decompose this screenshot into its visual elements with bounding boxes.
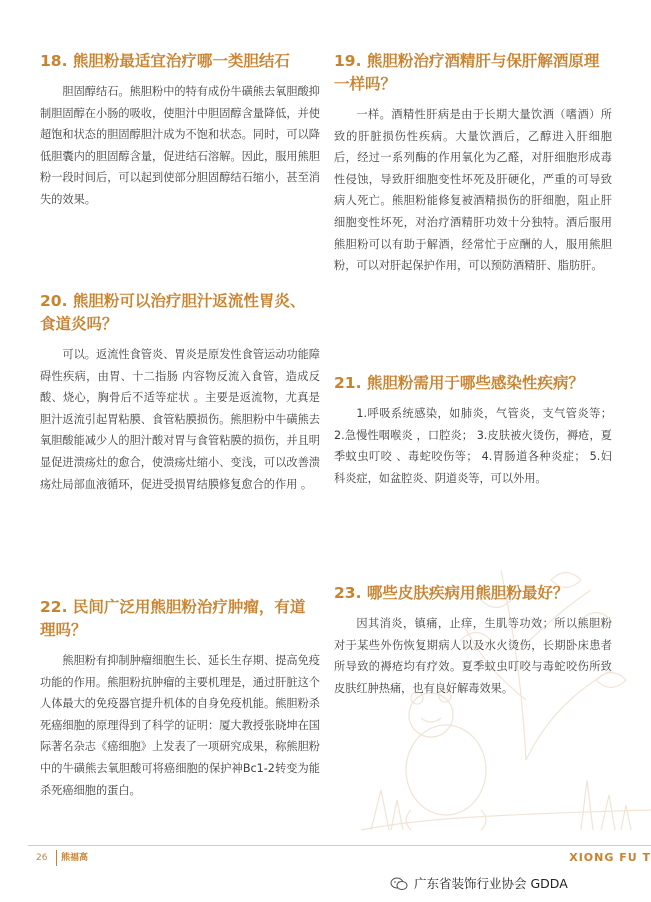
- section-q19: [334, 50, 612, 277]
- q22-title: 22. 民间广泛用熊胆粉治疗肿瘤，有道理吗？: [40, 598, 306, 639]
- watermark-text: 广东省装饰行业协会 GDDA: [414, 876, 568, 891]
- brand-english-name: XIONG FU T: [569, 851, 651, 864]
- q23-title: 23. 哪些皮肤疾病用熊胆粉最好？: [334, 584, 569, 602]
- brand-logo: 熊福高: [56, 850, 103, 866]
- wechat-icon: [390, 876, 408, 890]
- bear-illustration: [351, 530, 651, 860]
- page-footer: [0, 845, 651, 871]
- page-number: 26: [36, 853, 48, 863]
- q20-title: 20. 熊胆粉可以治疗胆汁返流性胃炎、食道炎吗？: [40, 292, 306, 333]
- section-q18: [40, 50, 320, 211]
- footer-divider: [28, 845, 651, 846]
- q21-body: 1.呼吸系统感染，如肺炎，气管炎，支气管炎等； 2.急慢性咽喉炎 ，口腔炎； 3.皮肤被火烫伤，褥疮，夏季蚊虫叮咬 、毒蛇咬伤等； 4.胃肠道各种炎症； 5.妇科炎症，如盆腔炎、阴道炎等，可以外用。: [334, 407, 612, 485]
- q18-title: 18. 熊胆粉最适宜治疗哪一类胆结石: [40, 52, 290, 70]
- section-q22: [40, 596, 320, 801]
- q18-body: 胆固醇结石。熊胆粉中的特有成份牛磺熊去氧胆酸抑制胆固醇在小肠的吸收，使胆汁中胆固醇含量降低，并使超饱和状态的胆固醇胆汁成为不饱和状态。同时，可以降低胆囊内的胆固醇含量，促进结石溶解。因此，服用熊胆粉一段时间后，可以起到使部分胆固醇结石缩小，甚至消失的效果。: [40, 85, 320, 206]
- q21-title: 21. 熊胆粉需用于哪些感染性疾病？: [334, 374, 584, 392]
- section-q21: [334, 372, 612, 489]
- q19-title: 19. 熊胆粉治疗酒精肝与保肝解酒原理一样吗？: [334, 52, 600, 93]
- q19-body: 一样。酒精性肝病是由于长期大量饮酒（嗜酒）所致的肝脏损伤性疾病。大量饮酒后，乙醇进入肝细胞后，经过一系列酶的作用氧化为乙醛，对肝细胞形成毒性侵蚀，导致肝细胞变性坏死及肝硬化，严重的可导致病人死亡。熊胆粉能修复被酒精损伤的肝细胞，阻止肝细胞变性坏死，对治疗酒精肝功效十分独特。酒后服用熊胆粉可以有助于解酒，经常忙于应酬的人，服用熊胆粉，可以对肝起保护作用，可以预防酒精肝、脂肪肝。: [334, 108, 612, 273]
- q20-body: 可以。返流性食管炎、胃炎是原发性食管运动功能障碍性疾病，由胃、十二指肠 内容物反流入食管，造成反酸、烧心，胸骨后不适等症状 。主要是返流物，尤真是胆汁返流引起胃粘膜、食管粘膜损伤。熊胆粉中牛磺熊去氧胆酸能减少人的胆汁酸对胃与食管粘膜的损伤，并且明显促进溃疡灶的愈合，使溃疡灶缩小、变浅，可以改善溃疡灶局部血液循环，促进受损胃结膜修复愈合的作用 。: [40, 348, 320, 491]
- section-q20: [40, 290, 320, 495]
- q23-body: 因其消炎，镇痛，止痒，生肌等功效；所以熊胆粉对于某些外伤恢复期病人以及水火烫伤，长期卧床患者所导致的褥疮均有疗效。夏季蚊虫叮咬与毒蛇咬伤所致皮肤红肿热痛，也有良好解毒效果。: [334, 617, 612, 695]
- wechat-watermark: [390, 872, 568, 894]
- q22-body: 熊胆粉有抑制肿瘤细胞生长、延长生存期、提高免疫功能的作用。熊胆粉抗肿瘤的主要机理是，通过肝脏这个人体最大的免疫器官提升机体的自身免疫机能。熊胆粉杀死癌细胞的原理得到了科学的证明：厦大教授张晓坤在国际著名杂志《癌细胞》上发表了一项研究成果，称熊胆粉中的牛磺熊去氧胆酸可将癌细胞的保护神Bc1-2转变为能杀死癌细胞的蛋白。: [40, 654, 320, 797]
